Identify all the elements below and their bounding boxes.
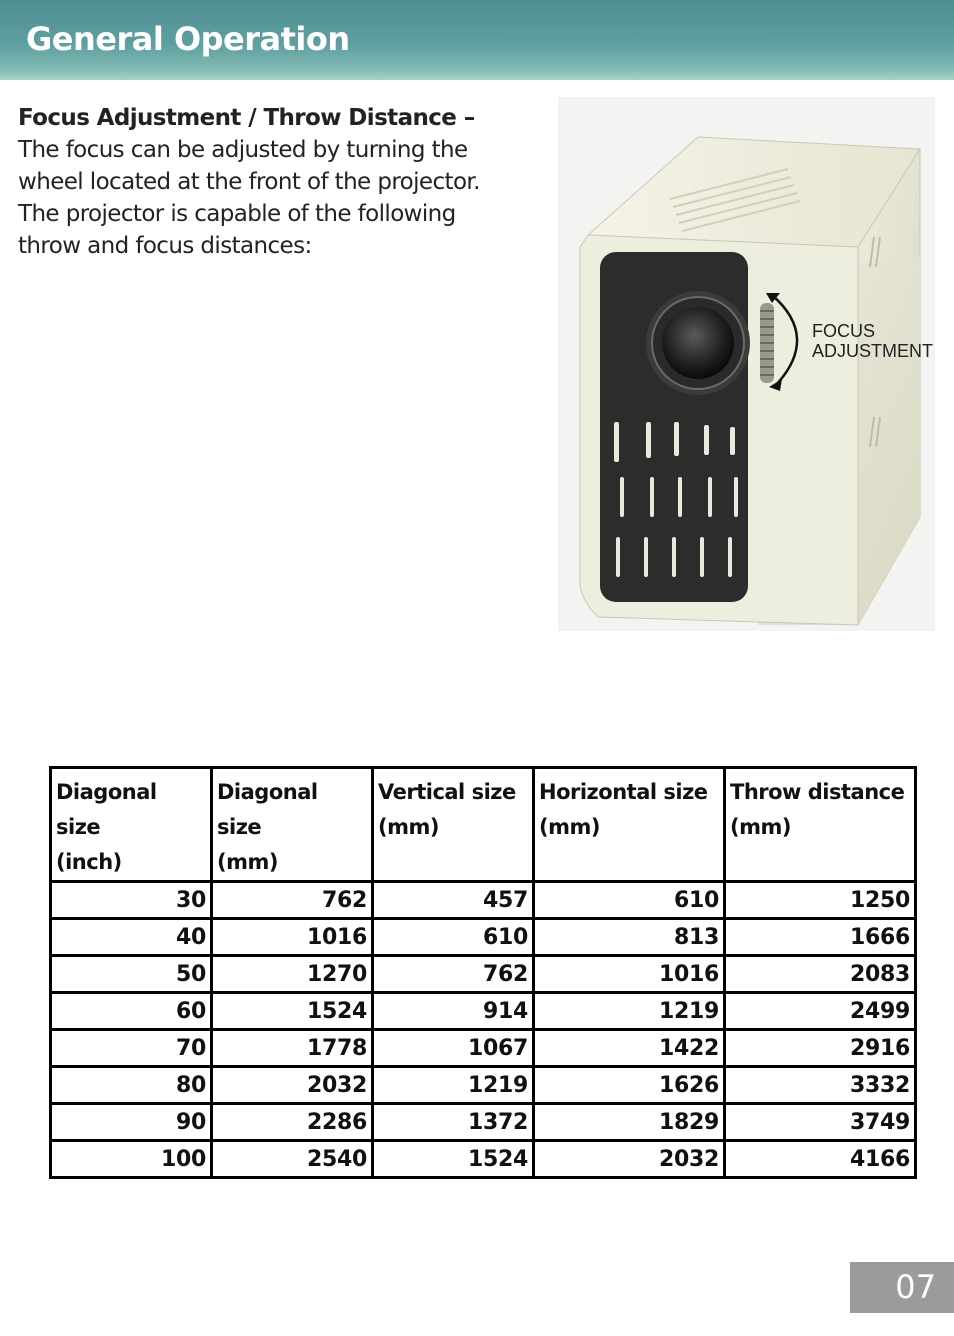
table-cell: 1270 [212,956,373,993]
table-cell: 2083 [725,956,916,993]
table-cell: 70 [51,1030,212,1067]
table-cell: 3749 [725,1104,916,1141]
header-throw-mm: Throw distance (mm) [725,768,916,882]
table-row [51,882,916,919]
intro-heading: Focus Adjustment / Throw Distance – [18,105,475,131]
intro-paragraph [18,102,518,262]
table-row [51,956,916,993]
table-cell: 1219 [534,993,725,1030]
table-cell: 1829 [534,1104,725,1141]
throw-distance-table [49,766,917,1179]
table-cell: 762 [373,956,534,993]
focus-callout-line2: ADJUSTMENT [812,341,933,361]
projector-illustration [558,97,935,631]
table-row [51,1141,916,1178]
table-cell: 1778 [212,1030,373,1067]
table-cell: 60 [51,993,212,1030]
table-cell: 40 [51,919,212,956]
header-horizontal-mm: Horizontal size (mm) [534,768,725,882]
table-cell: 1524 [373,1141,534,1178]
header-vertical-mm: Vertical size (mm) [373,768,534,882]
table-cell: 1250 [725,882,916,919]
table-cell: 2032 [212,1067,373,1104]
table-row [51,1104,916,1141]
intro-text: The focus can be adjusted by turning the wheel located at the front of the projector. The projector is capable of the following throw and focus distances: [18,137,480,259]
table-cell: 1524 [212,993,373,1030]
section-title: General Operation [26,20,350,58]
table-cell: 90 [51,1104,212,1141]
table-cell: 610 [373,919,534,956]
table-cell: 2032 [534,1141,725,1178]
table-cell: 1016 [534,956,725,993]
header-diagonal-mm: Diagonal size (mm) [212,768,373,882]
table-cell: 1219 [373,1067,534,1104]
table-cell: 1422 [534,1030,725,1067]
table-cell: 457 [373,882,534,919]
table-cell: 762 [212,882,373,919]
table-cell: 4166 [725,1141,916,1178]
table-cell: 50 [51,956,212,993]
header-diagonal-inch: Diagonal size (inch) [51,768,212,882]
table-cell: 30 [51,882,212,919]
table-row [51,1067,916,1104]
table-cell: 1372 [373,1104,534,1141]
focus-callout-line1: FOCUS [812,321,875,341]
table-cell: 1016 [212,919,373,956]
table-cell: 914 [373,993,534,1030]
table-header-row [51,768,916,882]
table-cell: 610 [534,882,725,919]
projector-image [558,97,935,631]
table-cell: 1666 [725,919,916,956]
table-cell: 100 [51,1141,212,1178]
table-cell: 2916 [725,1030,916,1067]
table-cell: 2499 [725,993,916,1030]
table-row [51,919,916,956]
page-header [0,0,954,80]
table-cell: 813 [534,919,725,956]
table-cell: 1067 [373,1030,534,1067]
table-row [51,1030,916,1067]
page-number: 07 [850,1262,954,1313]
table-cell: 80 [51,1067,212,1104]
table-cell: 3332 [725,1067,916,1104]
table-cell: 2286 [212,1104,373,1141]
table-cell: 2540 [212,1141,373,1178]
table-row [51,993,916,1030]
table-cell: 1626 [534,1067,725,1104]
